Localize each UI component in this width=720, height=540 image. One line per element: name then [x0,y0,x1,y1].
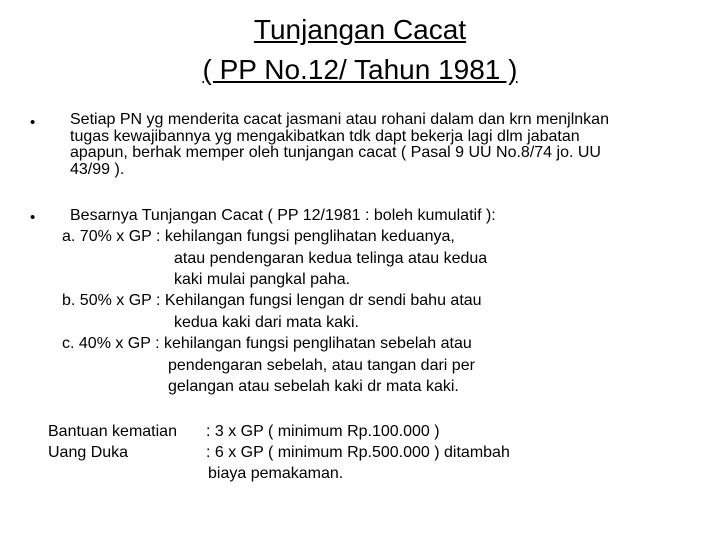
uang-duka-label: Uang Duka [48,444,129,461]
bantuan-kematian-label: Bantuan kematian [48,423,177,440]
bullet-marker-1: • [30,114,36,131]
item-a-line: atau pendengaran kedua telinga atau kedua [174,250,488,267]
bullet-1-line: 43/99 ). [70,160,125,178]
item-b-line: b. 50% x GP : Kehilangan fungsi lengan dr sendi bahu atau [62,292,482,309]
bullet-1-line: apapun, berhak memper oleh tunjangan cacat ( Pasal 9 UU No.8/74 jo. UU [70,144,601,161]
uang-duka-value-cont: biaya pemakaman. [208,465,344,482]
page-subtitle: ( PP No.12/ Tahun 1981 ) [202,54,518,85]
bullet-1-line: tugas kewajibannya yg mengakibatkan tdk dapt bekerja lagi dlm jabatan [70,127,580,145]
item-a-line: a. 70% x GP : kehilangan fungsi penglihatan keduanya, [62,228,455,245]
item-c-line: c. 40% x GP : kehilangan fungsi penglihatan sebelah atau [62,335,472,352]
bantuan-kematian-value: : 3 x GP ( minimum Rp.100.000 ) [206,423,440,440]
item-a-line: kaki mulai pangkal paha. [174,271,351,288]
bullet-marker-2: • [30,209,36,226]
uang-duka-value: : 6 x GP ( minimum Rp.500.000 ) ditambah [206,444,510,461]
bullet-2-heading: Besarnya Tunjangan Cacat ( PP 12/1981 : boleh kumulatif ): [70,207,496,224]
page-title: Tunjangan Cacat [253,14,467,45]
item-c-line: pendengaran sebelah, atau tangan dari per [168,357,475,374]
bullet-1-line: Setiap PN yg menderita cacat jasmani atau rohani dalam dan krn menjlnkan [70,111,609,128]
item-c-line: gelangan atau sebelah kaki dr mata kaki. [168,378,459,395]
bullet-1-text [70,112,685,178]
item-b-line: kedua kaki dari mata kaki. [174,314,359,331]
